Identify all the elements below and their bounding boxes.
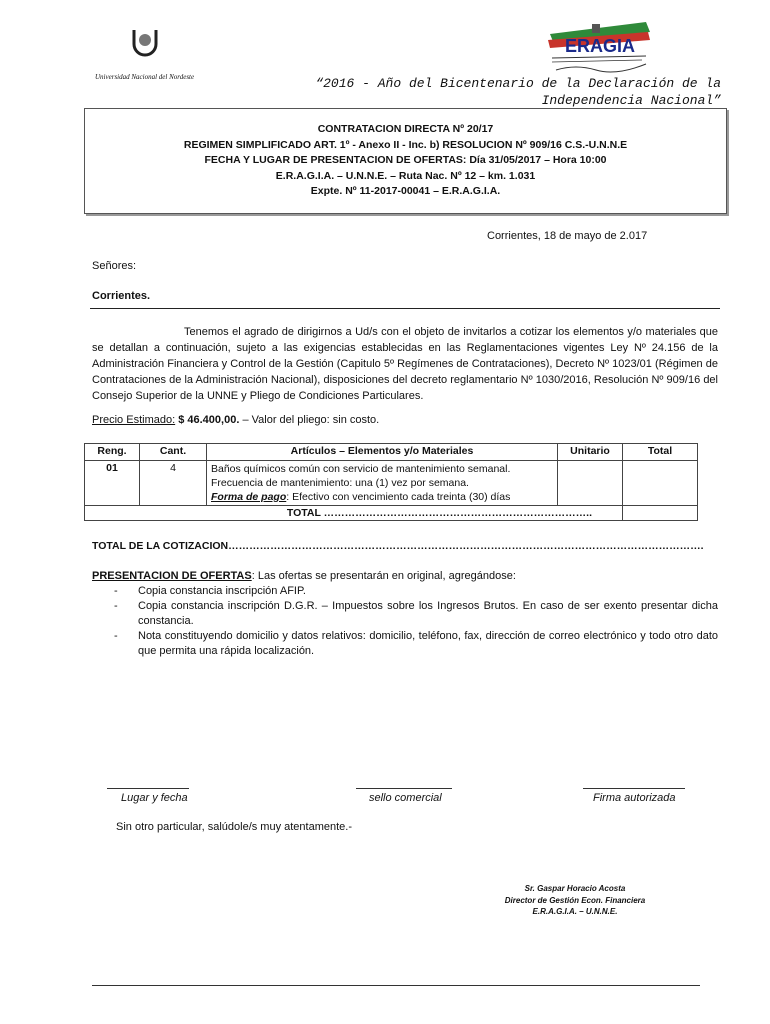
- requirement-text: Copia constancia inscripción AFIP.: [138, 585, 306, 597]
- precio-label: Precio Estimado:: [92, 414, 176, 426]
- forma-de-pago-text: : Efectivo con vencimiento cada treinta (30) días: [286, 491, 511, 503]
- row-desc-line-1: Baños químicos común con servicio de mantenimiento semanal.: [211, 463, 511, 475]
- table-row: [85, 461, 698, 506]
- signature-line-sello: [356, 788, 452, 789]
- row-desc-line-2: Frecuencia de mantenimiento: una (1) vez por semana.: [211, 477, 469, 489]
- letter-body: [92, 324, 718, 404]
- box-line-1: CONTRATACION DIRECTA Nº 20/17: [317, 123, 494, 135]
- svg-text:ERAGIA: ERAGIA: [564, 36, 636, 56]
- row-unitario: [558, 461, 623, 506]
- letter-body-text: Tenemos el agrado de dirigirnos a Ud/s con el objeto de invitarlos a cotizar los elementos y/o materiales que se detallan a continuación, sujeto a las exigencias establecidas en las Reglamentaciones vigentes Ley Nº 24.156 de la Administración Financiera y Control de la Gestión (Capitulo 5º Regímenes de Contrataciones), Decreto Nº 1023/01 (Régimen de Contrataciones de la Administración Nacional), disposiciones del decreto reglamentario Nº 1030/2016, Resolución Nº 909/16 del Consejo Superior de la UNNE y Pliego de Condiciones Particulares.: [92, 326, 718, 402]
- presentacion-ofertas: [92, 569, 718, 659]
- precio-rest: – Valor del pliego: sin costo.: [239, 414, 380, 426]
- list-item: - Copia constancia inscripción AFIP.: [114, 585, 306, 597]
- signer-org: E.R.A.G.I.A. – U.N.N.E.: [532, 907, 618, 916]
- col-unitario: Unitario: [558, 444, 623, 461]
- unne-emblem-icon: [132, 28, 158, 60]
- signer-block: [470, 883, 680, 918]
- total-value: [623, 506, 698, 521]
- box-line-3: FECHA Y LUGAR DE PRESENTACION DE OFERTAS: Día 31/05/2017 – Hora 10:00: [204, 154, 607, 166]
- signer-name: Sr. Gaspar Horacio Acosta: [524, 884, 626, 893]
- signer-title: Director de Gestión Econ. Financiera: [504, 895, 646, 905]
- row-desc: [207, 461, 558, 506]
- total-label: TOTAL …………………………………………………………………..: [85, 506, 623, 521]
- letter-date: Corrientes, 18 de mayo de 2.017: [487, 230, 648, 242]
- col-cant: Cant.: [140, 444, 207, 461]
- box-line-4: E.R.A.G.I.A. – U.N.N.E. – Ruta Nac. Nº 12 – km. 1.031: [275, 169, 536, 182]
- table-total-row: [85, 506, 698, 521]
- presentacion-intro-text: : Las ofertas se presentarán en original, agregándose:: [251, 570, 516, 582]
- list-item: - Copia constancia inscripción D.G.R. – Impuestos sobre los Ingresos Brutos. En caso de ser exento presentar dicha constancia.: [114, 600, 718, 627]
- lugar-y-fecha-label: Lugar y fecha: [121, 792, 188, 804]
- row-total: [623, 461, 698, 506]
- items-table: [84, 443, 698, 521]
- contratacion-box: [84, 108, 727, 214]
- signature-line-lugar: [107, 788, 189, 789]
- requirement-text: Copia constancia inscripción D.G.R. – Impuestos sobre los Ingresos Brutos. En caso de ser exento presentar dicha constancia.: [138, 600, 718, 627]
- row-desc-line-3: [211, 490, 553, 504]
- forma-de-pago-label: Forma de pago: [211, 491, 287, 503]
- sello-comercial-label: sello comercial: [369, 792, 442, 804]
- city-line: Corrientes.: [92, 290, 151, 302]
- table-header-row: [85, 444, 698, 461]
- precio-value: $ 46.400,00.: [178, 414, 240, 426]
- row-reng: 01: [85, 461, 140, 506]
- requirement-text: Nota constituyendo domicilio y datos relativos: domicilio, teléfono, fax, dirección de correo electrónico y todo otro dato que permita una rápida localización.: [138, 630, 718, 657]
- precio-estimado: [92, 414, 379, 426]
- col-articulos: Artículos – Elementos y/o Materiales: [207, 444, 558, 461]
- presentacion-title: PRESENTACION DE OFERTAS: [92, 570, 252, 582]
- box-line-2: REGIMEN SIMPLIFICADO ART. 1º - Anexo II - Inc. b) RESOLUCION Nº 909/16 C.S.-U.N.N.E: [183, 138, 628, 151]
- motto-line-1: “2016 - Año del Bicentenario de la Declaración de la: [315, 76, 721, 91]
- unne-logo: [95, 28, 205, 81]
- firma-autorizada-label: Firma autorizada: [593, 792, 676, 804]
- closing-line: Sin otro particular, salúdole/s muy atentamente.-: [116, 821, 353, 833]
- signature-line-firma: [583, 788, 685, 789]
- divider: [90, 308, 720, 309]
- presentacion-intro: [92, 569, 718, 584]
- eragia-logo: [546, 20, 654, 78]
- unne-logo-text: Universidad Nacional del Nordeste: [95, 73, 195, 81]
- list-item: - Nota constituyendo domicilio y datos relativos: domicilio, teléfono, fax, dirección de correo electrónico y todo otro dato que permita una rápida localización.: [114, 630, 718, 657]
- requirements-list: [92, 584, 718, 659]
- eragia-emblem-icon: [546, 20, 654, 78]
- motto-line-2: Independencia Nacional”: [541, 93, 721, 108]
- row-cant: 4: [140, 461, 207, 506]
- box-line-5: Expte. Nº 11-2017-00041 – E.R.A.G.I.A.: [310, 185, 501, 197]
- col-reng: Reng.: [85, 444, 140, 461]
- footer-divider: [92, 985, 700, 986]
- col-total: Total: [623, 444, 698, 461]
- motto: [266, 75, 721, 109]
- salutation: Señores:: [92, 260, 137, 272]
- total-cotizacion: TOTAL DE LA COTIZACION……………………………………………………………………………………………………………………….: [92, 540, 704, 552]
